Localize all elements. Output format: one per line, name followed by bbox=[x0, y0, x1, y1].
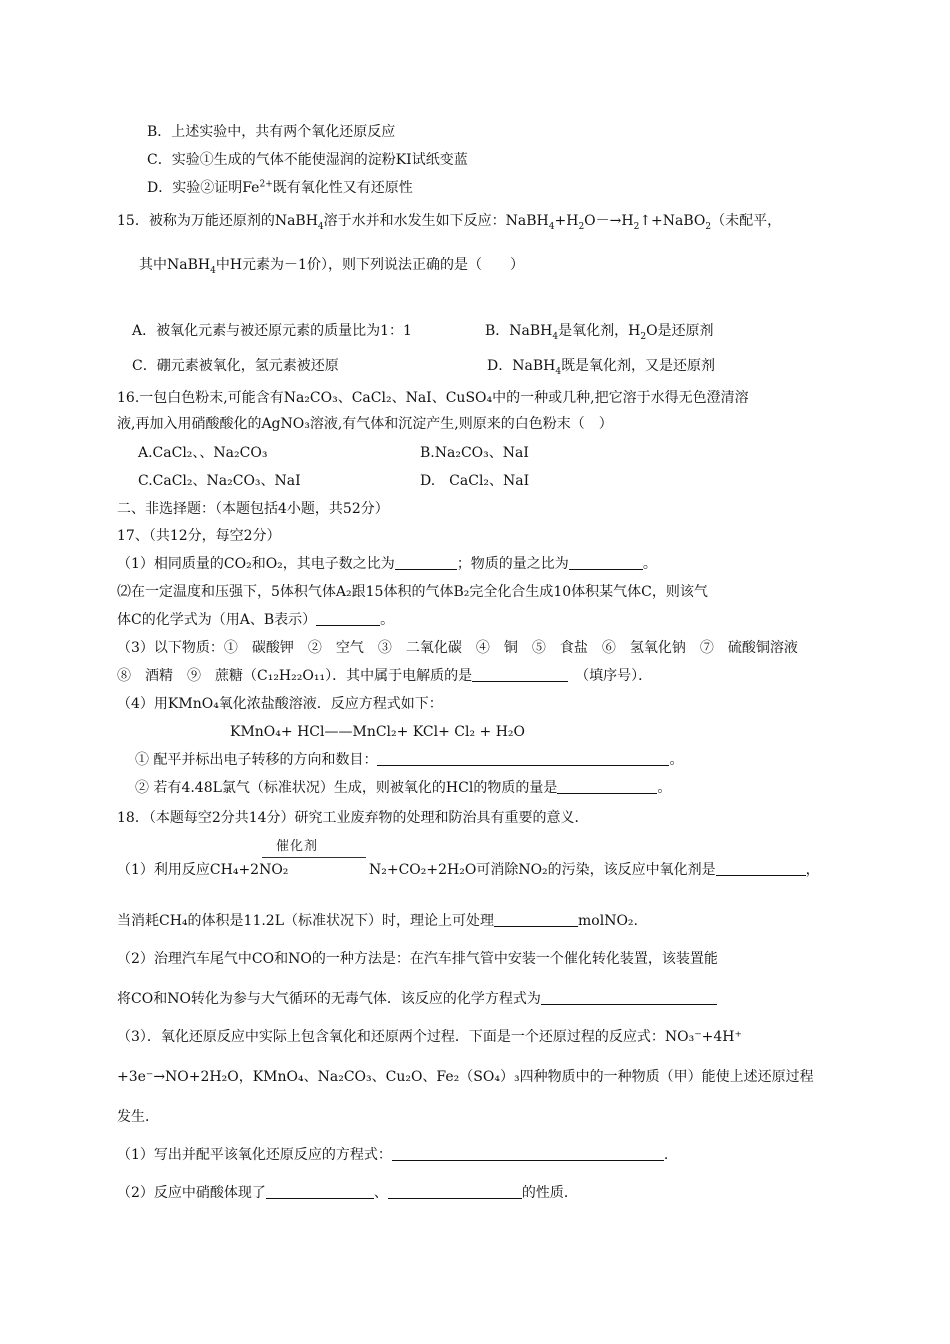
section-heading: 二、非选择题：（本题包括4小题，共52分） bbox=[117, 501, 389, 517]
q18-part1-left: （1）利用反应CH₄+2NO₂ bbox=[117, 862, 289, 878]
q17-part3-line1: （3）以下物质：① 碳酸钾 ② 空气 ③ 二氧化碳 ④ 铜 ⑤ 食盐 ⑥ 氢氧化钠 ⑦ 硫酸铜溶液 bbox=[117, 640, 798, 656]
answer-blank[interactable] bbox=[716, 861, 806, 876]
answer-blank[interactable] bbox=[569, 555, 643, 570]
q16-stem-line1: 16.一包白色粉末,可能含有Na₂CO₃、CaCl₂、NaI、CuSO₄中的一种或几种,把它溶于水得无色澄清溶 bbox=[117, 390, 749, 406]
q17-sub2: ② 若有4.48L氯气（标准状况）生成，则被氧化的HCl的物质的量是 。 bbox=[135, 780, 672, 796]
q15-option-a: A．被氧化元素与被还原元素的质量比为1：1 bbox=[132, 323, 412, 339]
q18-sub2: （2）反应中硝酸体现了 、 的性质． bbox=[117, 1185, 578, 1201]
answer-blank[interactable] bbox=[316, 611, 380, 626]
q18-part3-line2: +3e⁻→NO+2H₂O，KMnO₄、Na₂CO₃、Cu₂O、Fe₂（SO₄）₃四种物质中的一种物质（甲）能使上述还原过程 bbox=[117, 1069, 814, 1085]
answer-blank[interactable] bbox=[557, 779, 657, 794]
q16-stem-line2: 液,再加入用硝酸酸化的AgNO₃溶液,有气体和沉淀产生,则原来的白色粉末（ ） bbox=[117, 416, 613, 432]
q18-part1-right: N₂+CO₂+2H₂O可消除NO₂的污染，该反应中氧化剂是 ， bbox=[369, 862, 820, 878]
q17-equation: KMnO₄+ HCl——MnCl₂+ KCl+ Cl₂ + H₂O bbox=[230, 724, 525, 740]
q18-part3-line1: （3）．氧化还原反应中实际上包含氧化和还原两个过程．下面是一个还原过程的反应式：NO₃⁻+4H⁺ bbox=[117, 1029, 742, 1045]
reaction-arrow-bar bbox=[262, 857, 366, 858]
q17-part2-line1: ⑵在一定温度和压强下，5体积气体A₂跟15体积的气体B₂完全化合生成10体积某气体C，则该气 bbox=[117, 584, 708, 600]
q15-option-b: B．NaBH$_4$是氧化剂，$H_2O$是还原剂 bbox=[485, 323, 714, 342]
answer-blank[interactable] bbox=[541, 990, 717, 1005]
answer-blank[interactable] bbox=[494, 912, 578, 927]
answer-blank[interactable] bbox=[472, 667, 568, 682]
answer-blank[interactable] bbox=[377, 751, 669, 766]
q18-heading: 18．（本题每空2分共14分）研究工业废弃物的处理和防治具有重要的意义． bbox=[117, 810, 589, 826]
answer-blank[interactable] bbox=[392, 1146, 664, 1161]
q14-option-b: B．上述实验中，共有两个氧化还原反应 bbox=[147, 124, 396, 140]
q18-part2-line2: 将CO和NO转化为参与大气循环的无毒气体．该反应的化学方程式为 bbox=[117, 989, 717, 1009]
q15-stem-line2: 其中NaBH$_4$中H元素为－1价），则下列说法正确的是（ ） bbox=[139, 257, 524, 276]
q17-part2-line2: 体C的化学式为（用A、B表示） 。 bbox=[117, 612, 395, 628]
q15-option-d: D．NaBH$_4$既是氧化剂，又是还原剂 bbox=[487, 358, 716, 377]
q16-option-b: B.Na₂CO₃、NaI bbox=[420, 445, 529, 461]
q17-sub1: ① 配平并标出电子转移的方向和数目： 。 bbox=[135, 752, 684, 768]
q18-part1-line2: 当消耗CH₄的体积是11.2L（标准状况下）时，理论上可处理 molNO₂. bbox=[117, 913, 638, 929]
q17-part1: （1）相同质量的CO₂和O₂，其电子数之比为 ；物质的量之比为 。 bbox=[117, 556, 657, 572]
q16-option-a: A.CaCl₂、、Na₂CO₃ bbox=[138, 445, 268, 461]
answer-blank[interactable] bbox=[266, 1184, 374, 1199]
answer-blank[interactable] bbox=[388, 1184, 522, 1199]
q17-part3-line2: ⑧ 酒精 ⑨ 蔗糖（C₁₂H₂₂O₁₁）．其中属于电解质的是 （填序号）． bbox=[117, 668, 653, 684]
q14-option-d: D．实验②证明$Fe^{2+}$既有氧化性又有还原性 bbox=[147, 179, 413, 196]
q17-heading: 17、（共12分，每空2分） bbox=[117, 528, 281, 544]
q17-part4: （4）用KMnO₄氧化浓盐酸溶液．反应方程式如下： bbox=[117, 696, 443, 712]
catalyst-label: 催化剂 bbox=[276, 839, 319, 854]
q18-part2-line1: （2）治理汽车尾气中CO和NO的一种方法是：在汽车排气管中安装一个催化转化装置，该装置能 bbox=[117, 951, 718, 967]
q18-part3-line3: 发生． bbox=[117, 1109, 159, 1125]
q15-option-c: C．硼元素被氧化，氢元素被还原 bbox=[132, 358, 339, 374]
q15-stem: 15．被称为万能还原剂的NaBH$_4$溶于水并和水发生如下反应：$NaBH_4+H_2O-\to H_2↑+NaBO_2$（未配平， bbox=[117, 213, 782, 232]
q16-option-d: D. CaCl₂、NaI bbox=[420, 473, 530, 489]
q16-option-c: C.CaCl₂、Na₂CO₃、NaI bbox=[138, 473, 301, 489]
answer-blank[interactable] bbox=[395, 555, 457, 570]
q14-option-c: C．实验①生成的气体不能使湿润的淀粉KI试纸变蓝 bbox=[147, 152, 468, 168]
q18-sub1: （1）写出并配平该氧化还原反应的方程式： . bbox=[117, 1147, 669, 1163]
